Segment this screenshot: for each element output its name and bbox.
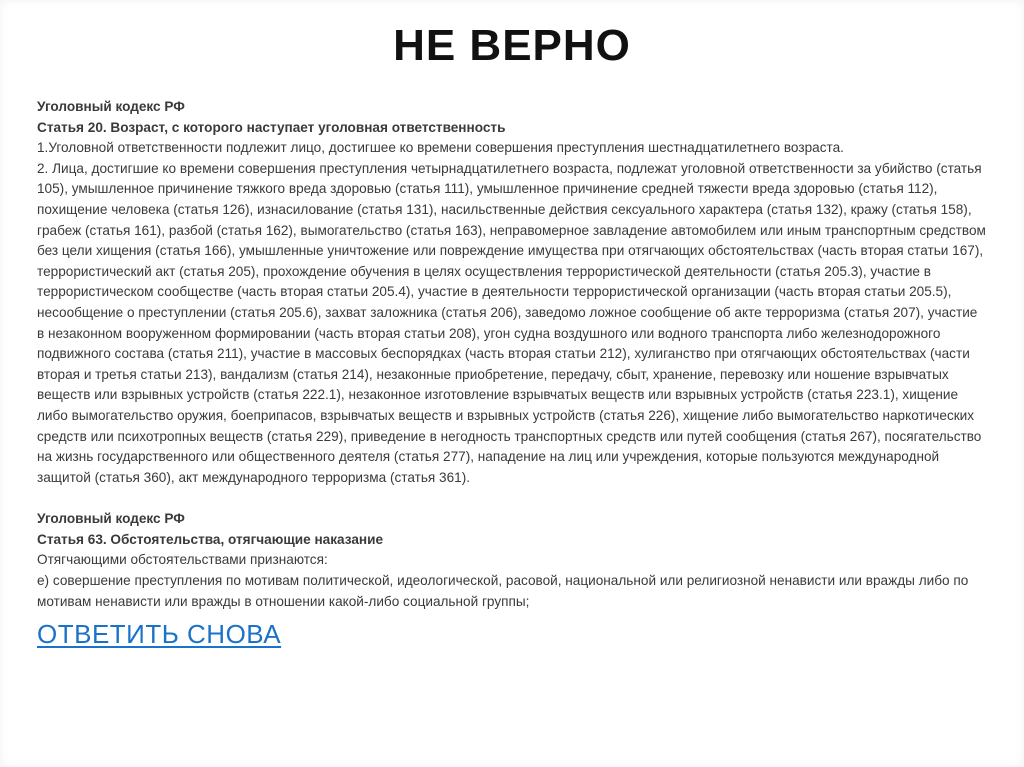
article-20-code-name: Уголовный кодекс РФ <box>37 99 185 114</box>
slide-title: НЕ ВЕРНО <box>393 21 631 70</box>
section-spacer <box>37 488 987 509</box>
article-20-section <box>37 97 987 488</box>
retry-answer-link[interactable]: ОТВЕТИТЬ СНОВА <box>37 619 282 650</box>
article-63-item-e: е) совершение преступления по мотивам политической, идеологической, расовой, национальной или религиозной ненависти или вражды либо по мотивам ненависти или вражды в отношении какой-либо социальной группы; <box>37 573 969 609</box>
article-63-code-name: Уголовный кодекс РФ <box>37 511 185 527</box>
article-20-paragraph-2: 2. Лица, достигшие ко времени совершения преступления четырнадцатилетнего возраста, подлежат уголовной ответственности за убийство (статья 105), умышленное причинение тяжкого вреда здоровью (статья 111), умышленное причинение средней тяжести вреда здоровью (статья 112), похищение человека (статья 126), изнасилование (статья 131), насильственные действия сексуального характера (статья 132), кражу (статья 158), грабеж (статья 161), разбой (статья 162), вымогательство (статья 163), неправомерное завладение автомобилем или иным транспортным средством без цели хищения (статья 166), умышленные уничтожение или повреждение имущества при отягчающих обстоятельствах (часть вторая статьи 167), террористический акт (статья 205), прохождение обучения в целях осуществления террористической деятельности (статья 205.3), участие в террористическом сообществе (часть вторая статьи 205.4), участие в деятельности террористической организации (часть вторая статьи 205.5), несообщение о преступлении (статья 205.6), захват заложника (статья 206), заведомо ложное сообщение об акте терроризма (статья 207), участие в незаконном вооруженном формировании (часть вторая статьи 208), угон судна воздушного или водного транспорта либо железнодорожного подвижного состава (статья 211), участие в массовых беспорядках (часть вторая статьи 212), хулиганство при отягчающих обстоятельствах (части вторая и третья статьи 213), вандализм (статья 214), незаконные приобретение, передачу, сбыт, хранение, перевозку или ношение взрывчатых веществ или взрывных устройств (статья 222.1), незаконное изготовление взрывчатых веществ или взрывных устройств (статья 223.1), хищение либо вымогательство оружия, боеприпасов, взрывчатых веществ и взрывных устройств (статья 226), хищение либо вымогательство наркотических средств или психотропных веществ (статья 229), приведение в негодность транспортных средств или путей сообщения (статья 267), посягательство на жизнь государственного или общественного деятеля (статья 277), нападение на лиц или учреждения, которые пользуются международной защитой (статья 360), акт международного терроризма (статья 361). <box>37 160 986 485</box>
article-20-paragraph-1: 1.Уголовной ответственности подлежит лицо, достигшее ко времени совершения преступления шестнадцатилетнего возраста. <box>37 140 844 156</box>
article-20-heading: Статья 20. Возраст, с которого наступает уголовная ответственность <box>37 119 506 135</box>
article-63-intro: Отягчающими обстоятельствами признаются: <box>37 552 328 568</box>
article-63-section <box>37 509 987 612</box>
slide-content <box>37 97 987 650</box>
article-63-heading: Статья 63. Обстоятельства, отягчающие наказание <box>37 531 384 547</box>
